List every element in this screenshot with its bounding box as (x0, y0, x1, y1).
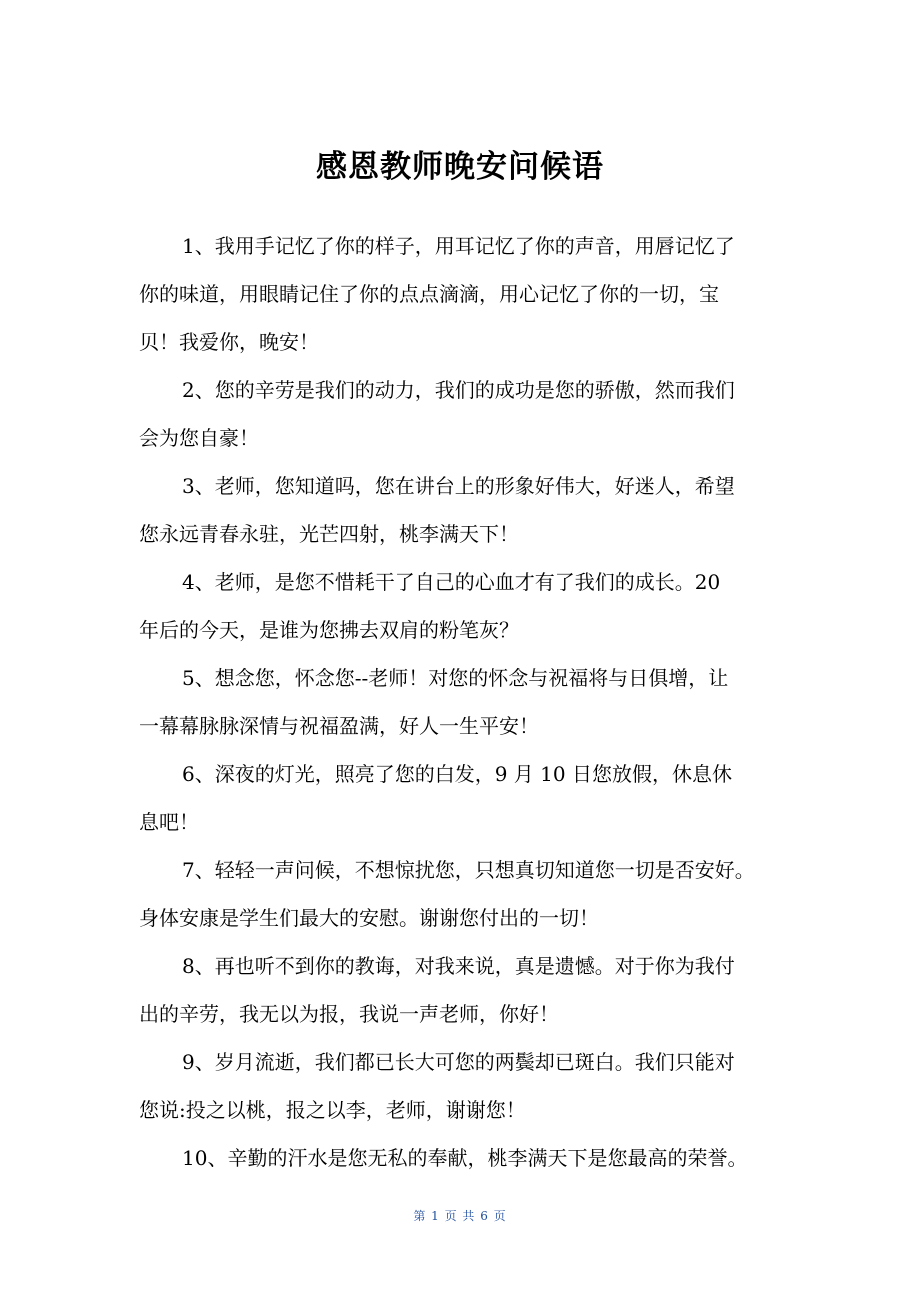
text-line: 8、再也听不到你的教诲，对我来说，真是遗憾。对于你为我付 (182, 954, 735, 978)
text-line: 10、辛勤的汗水是您无私的奉献，桃李满天下是您最高的荣誉。 (182, 1146, 748, 1170)
text-line: 6、深夜的灯光，照亮了您的白发，9 月 10 日您放假，休息休 (182, 762, 732, 786)
text-line: 7、轻轻一声问候，不想惊扰您，只想真切知道您一切是否安好。 (182, 858, 755, 882)
text-line: 您永远青春永驻，光芒四射，桃李满天下！ (139, 522, 519, 546)
text-line: 贝！我爱你，晚安！ (139, 330, 319, 354)
document-title: 感恩教师晚安问候语 (316, 149, 604, 185)
text-line: 3、老师，您知道吗，您在讲台上的形象好伟大，好迷人，希望 (182, 474, 735, 498)
text-line: 5、想念您，怀念您--老师！对您的怀念与祝福将与日俱增，让 (182, 666, 729, 690)
text-line: 出的辛劳，我无以为报，我说一声老师，你好！ (139, 1002, 559, 1026)
text-line: 9、岁月流逝，我们都已长大可您的两鬓却已斑白。我们只能对 (182, 1050, 735, 1074)
text-line: 4、老师，是您不惜耗干了自己的心血才有了我们的成长。20 (182, 570, 721, 594)
text-line: 会为您自豪！ (139, 426, 259, 450)
text-line: 一幕幕脉脉深情与祝福盈满，好人一生平安！ (139, 714, 539, 738)
text-line: 2、您的辛劳是我们的动力，我们的成功是您的骄傲，然而我们 (182, 378, 735, 402)
page-number: 第 1 页 共 6 页 (413, 1209, 507, 1223)
text-line: 您说:投之以桃，报之以李，老师，谢谢您！ (139, 1098, 526, 1122)
text-line: 身体安康是学生们最大的安慰。谢谢您付出的一切！ (139, 906, 599, 930)
text-line: 息吧！ (139, 810, 199, 834)
text-line: 年后的今天，是谁为您拂去双肩的粉笔灰？ (139, 618, 519, 642)
text-line: 1、我用手记忆了你的样子，用耳记忆了你的声音，用唇记忆了 (182, 234, 735, 258)
text-line: 你的味道，用眼睛记住了你的点点滴滴，用心记忆了你的一切，宝 (139, 282, 719, 306)
